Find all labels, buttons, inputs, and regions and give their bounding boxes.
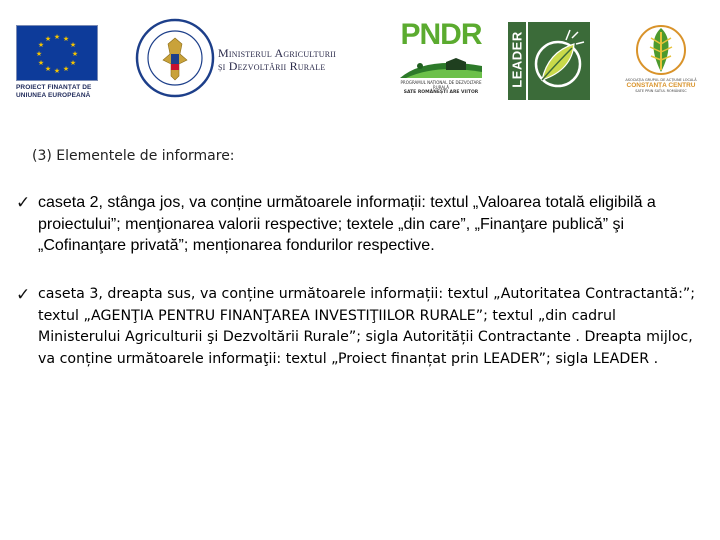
logo-banner — [0, 0, 720, 110]
leader-side-bar — [508, 22, 526, 100]
bullet-item-caseta-3 — [16, 284, 696, 370]
eu-logo — [16, 25, 98, 100]
eu-caption: PROIECT FINANȚAT DE UNIUNEA EUROPEANĂ — [16, 84, 92, 99]
svg-text:★: ★ — [44, 35, 52, 43]
pndr-tagline: SATE ROMÂNEȘTI ARE VIITOR — [403, 90, 479, 95]
svg-text:★: ★ — [37, 41, 45, 49]
bullet-text-caseta-3: caseta 3, dreapta sus, va conține următoarele informații: textul „Autoritatea Contractantă:”; textul „AGENŢIA PENTRU FINANŢAREA INVESTIŢIILOR RURALE”; textul „din cadrul Ministerului Agriculturii şi Dezvoltării Rurale”; sigla Autorității Contractante . Dreapta mijloc, va conține următoarele informaţii: textul „Proiect finanțat prin LEADER”; sigla LEADER . — [38, 286, 696, 367]
gal-name: CONSTANȚA CENTRU — [626, 82, 696, 89]
svg-text:★: ★ — [69, 59, 77, 67]
bullet-item-caseta-2 — [16, 192, 696, 257]
government-seal — [135, 18, 215, 98]
svg-text:★: ★ — [71, 50, 79, 58]
gal-constanta-logo — [616, 22, 706, 102]
gal-emblem-icon — [616, 22, 706, 78]
leader-wordmark: LEADER — [509, 31, 525, 88]
svg-text:★: ★ — [53, 67, 61, 75]
section-heading: (3) Elementele de informare: — [32, 148, 235, 164]
gal-association-text: ASOCIAȚIA GRUPUL DE ACȚIUNE LOCALĂ — [625, 78, 697, 82]
svg-text:★: ★ — [37, 59, 45, 67]
pndr-program-name: PROGRAMUL NAȚIONAL DE DEZVOLTARE RURALĂ — [400, 80, 482, 90]
svg-text:★: ★ — [62, 65, 70, 73]
svg-text:★: ★ — [44, 65, 52, 73]
leader-emblem — [528, 22, 590, 100]
checkmark-icon: ✓ — [16, 193, 31, 213]
ministry-logo-text — [218, 47, 358, 73]
eu-flag-icon — [16, 25, 98, 81]
leader-leaf-icon — [528, 22, 590, 100]
ministry-line-2: și Dezvoltării Rurale — [218, 59, 326, 73]
svg-text:★: ★ — [35, 50, 43, 58]
svg-text:★: ★ — [53, 33, 61, 41]
svg-text:★: ★ — [69, 41, 77, 49]
pndr-landscape-icon — [396, 52, 486, 82]
gal-motto: SATE PRIN SATUL ROMÂNESC — [635, 89, 687, 93]
government-seal-icon — [135, 18, 215, 98]
checkmark-icon: ✓ — [16, 285, 31, 305]
leader-logo — [508, 22, 590, 100]
bullet-text-caseta-2: caseta 2, stânga jos, va conține următoarele informații: textul „Valoarea totală eligibilă a proiectului”; menţionarea valorii respective; textele „din care”, „Finanţare publică” şi „Cofinanţare privată”; menționarea fondurilor respective. — [38, 194, 656, 254]
svg-text:★: ★ — [62, 35, 70, 43]
pndr-wordmark: PNDR — [400, 18, 482, 51]
pndr-logo — [396, 20, 486, 106]
ministry-line-1: Ministerul Agriculturii — [218, 46, 336, 60]
